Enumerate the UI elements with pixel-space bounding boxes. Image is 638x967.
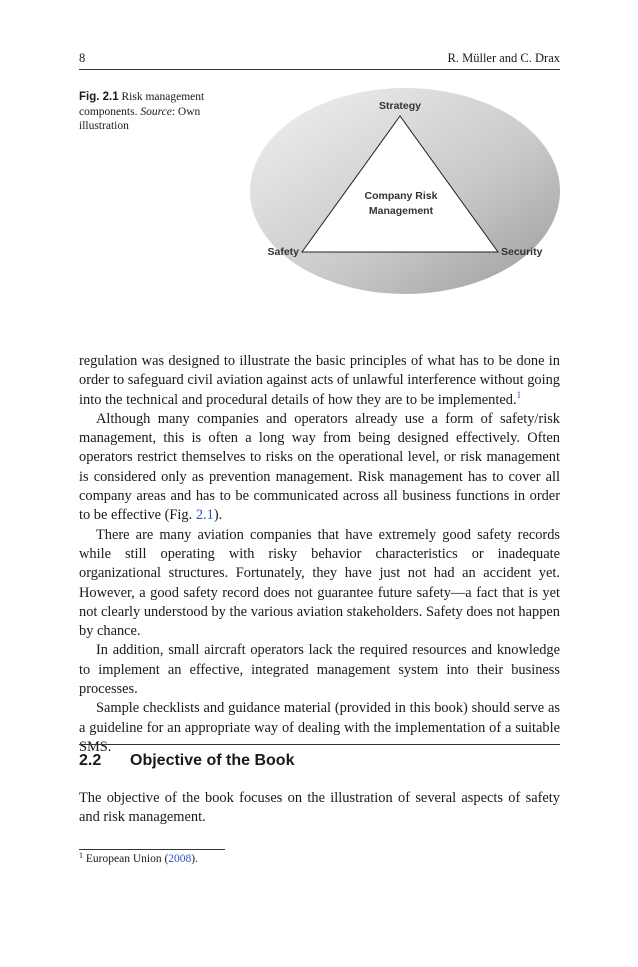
- footnote-text-after: ).: [191, 853, 198, 865]
- figure-caption: [79, 90, 229, 134]
- risk-management-diagram: [250, 88, 560, 294]
- paragraph-1-text: regulation was designed to illustrate the basic principles of what has to be done in order to safeguard civil aviation against acts of unlawful interference without going into the technical and procedural details of how they are to be implemented.: [79, 353, 560, 408]
- label-company-risk: Company Risk: [364, 190, 438, 202]
- section-title: Objective of the Book: [130, 752, 295, 769]
- paragraph-4: In addition, small aircraft operators lack the required resources and knowledge to implement an effective, integrated management system into their business processes.: [79, 642, 560, 698]
- footnote: [79, 853, 198, 865]
- footnote-ref-1[interactable]: 1: [516, 389, 522, 400]
- page-number: 8: [79, 51, 86, 65]
- paragraph-2: [79, 410, 560, 526]
- section-body: [79, 789, 560, 828]
- body-text: [79, 352, 560, 757]
- label-management: Management: [368, 205, 434, 217]
- figure-caption-text: Risk management components.: [79, 91, 205, 118]
- label-safety: Safety: [267, 246, 299, 258]
- paragraph-2-text: Although many companies and operators already use a form of safety/risk management, this is often a long way from being designed effectively. Often operators restrict themselves to risks on the operational level, or risk management is considered only as prevention management. Risk management has to cover all company areas and has to be communicated across all business functions in order to be effective (Fig.: [79, 410, 560, 524]
- section-heading: [79, 752, 294, 770]
- footnote-citation-link[interactable]: 2008: [168, 853, 192, 865]
- footnote-number: 1: [79, 851, 83, 860]
- figure-ref-link[interactable]: 2.1: [195, 507, 214, 524]
- running-header-authors: R. Müller and C. Drax: [447, 51, 560, 65]
- paragraph-3: There are many aviation companies that have extremely good safety records while still operating with risky behavior characteristics or inadequate organizational structures. Fortunately, they have just not had an accident yet. However, a good safety record does not guarantee future safety—a fact that is yet not clearly understood by the various aviation stakeholders. Safety does not happen by chance.: [79, 526, 560, 640]
- running-header: [79, 49, 560, 70]
- footnote-divider: [79, 849, 225, 850]
- figure-source-text: : Own illustration: [79, 105, 201, 132]
- paragraph-5: Sample checklists and guidance material (provided in this book) should serve as a guideline for an appropriate way of dealing with the implementation of a suitable SMS.: [79, 700, 560, 755]
- section-number: 2.2: [79, 752, 102, 769]
- figure-label: Fig. 2.1: [79, 91, 119, 103]
- paragraph-2-end: ).: [213, 507, 223, 524]
- paragraph-1: [79, 352, 560, 410]
- label-strategy: Strategy: [378, 100, 422, 112]
- figure-source-label: Source: [140, 105, 172, 118]
- section-paragraph: The objective of the book focuses on the illustration of several aspects of safety and risk management.: [79, 790, 560, 826]
- label-security: Security: [501, 246, 543, 258]
- footnote-text-before: European Union (: [85, 853, 169, 865]
- section-divider: [79, 744, 560, 745]
